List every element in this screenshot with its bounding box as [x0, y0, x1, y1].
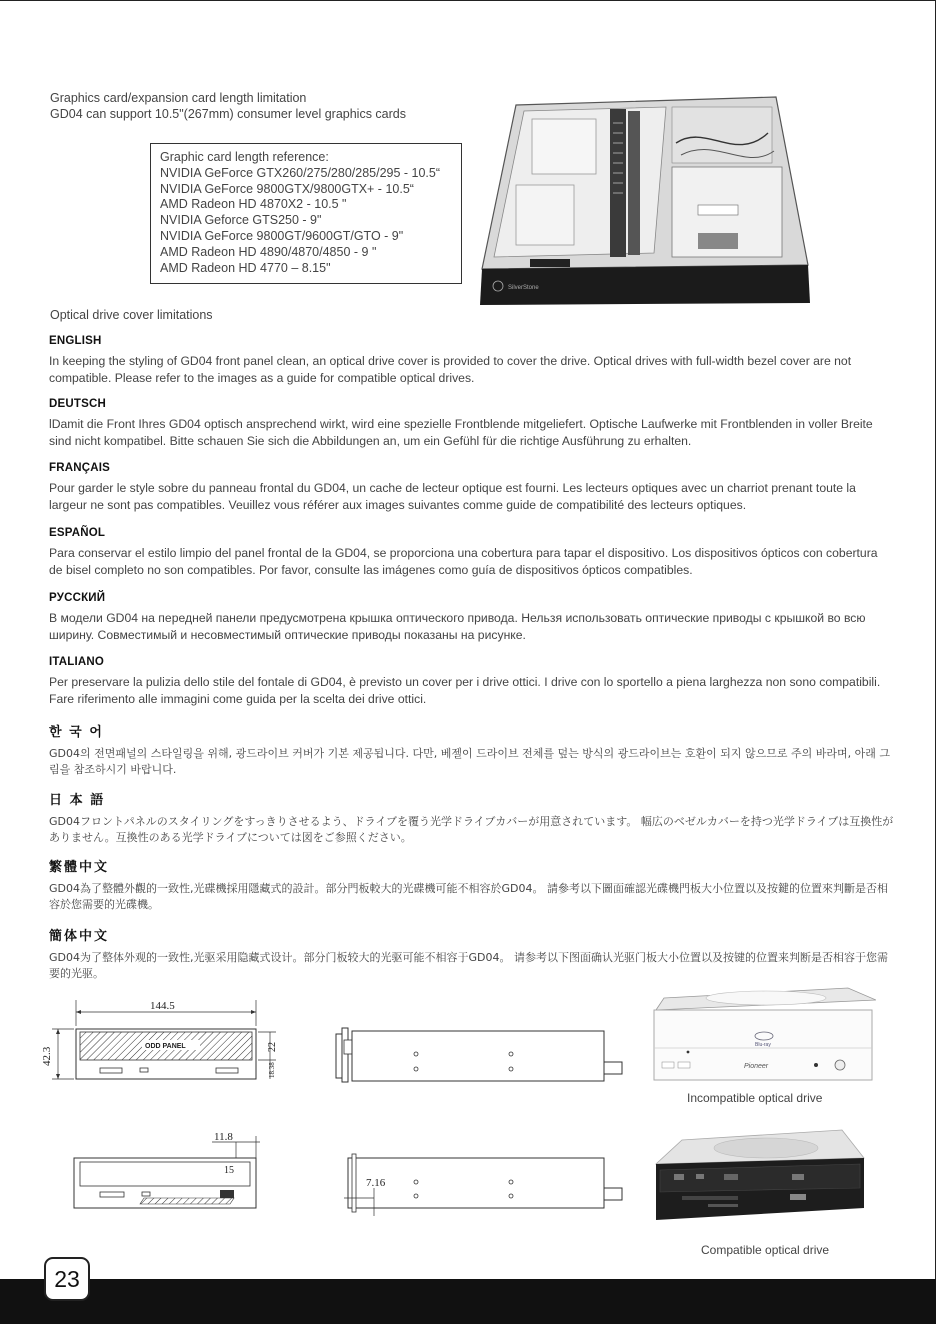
section-heading: ITALIANO: [49, 656, 105, 668]
dim-offset-label: 11.8: [214, 1131, 233, 1143]
section-deutsch: [49, 398, 894, 449]
dim-depth-label: 7.16: [366, 1177, 386, 1189]
reference-item: NVIDIA GeForce 9800GTX/9800GTX+ - 10.5“: [160, 181, 414, 196]
section-text: GD04為了整體外觀的一致性,光碟機採用隱藏式的設計。部分門板較大的光碟機可能不相容於GD04。 請參考以下圖面確認光碟機門板大小位置以及按鍵的位置來判斷是否相容於您需要的光碟機。: [49, 882, 888, 911]
dim-bottom-label: 18.38: [268, 1062, 276, 1078]
section-heading: DEUTSCH: [49, 398, 106, 410]
odd-panel-label: ODD PANEL: [145, 1043, 186, 1050]
section-heading: 簡体中文: [49, 928, 110, 943]
side-view-drawing-incompatible: [334, 1024, 626, 1086]
case-interior-photo: [476, 93, 810, 311]
incompatible-drive-photo: [648, 986, 876, 1082]
reference-item: NVIDIA Geforce GTS250 - 9": [160, 213, 322, 228]
section-text: Pour garder le style sobre du panneau frontal du GD04, un cache de lecteur optique est fourni. Les lecteurs optiques avec un charriot prenant toute la largeur ne sont pas compatibles. Veuillez vous référer aux images suivantes comme guide de compatibilité des lecteurs optiques.: [49, 481, 856, 512]
reference-item: NVIDIA GeForce GTX260/275/280/285/295 - 10.5“: [160, 165, 441, 180]
side-view-drawing-compatible: [334, 1150, 626, 1218]
compatible-caption: Compatible optical drive: [701, 1243, 830, 1257]
reference-item: AMD Radeon HD 4890/4870/4850 - 9 ": [160, 244, 377, 259]
section-heading: ESPAÑOL: [49, 527, 106, 539]
dim-height-label: 42.3: [41, 1046, 53, 1066]
section-text: GD04为了整体外观的一致性,光驱采用隐藏式设计。部分门板较大的光驱可能不相容于GD04。 请参考以下图面确认光驱门板大小位置以及按键的位置来判断是否相容于您需要的光驱。: [49, 951, 888, 980]
section-text: Per preservare la pulizia dello stile del fontale di GD04, è previsto un cover per i drive ottici. I drive con lo sportello a piena larghezza non sono compatibili. Fare riferimento alle immagini come guida per la scelta dei drive ottici.: [49, 675, 881, 706]
reference-item: AMD Radeon HD 4770 – 8.15": [160, 260, 331, 275]
intro-line-2: GD04 can support 10.5"(267mm) consumer level graphics cards: [50, 107, 406, 121]
front-view-dimension-drawing: [30, 996, 290, 1092]
section-heading: FRANÇAIS: [49, 462, 111, 474]
section-text: lDamit die Front Ihres GD04 optisch ansprechend wirkt, wird eine spezielle Frontblende mitgeliefert. Optische Laufwerke mit Frontblenden in voller Breite sind nicht kompatibel. Bitte schauen Sie sich die Abbildungen an, um ein Gefühl für die richtige Ausführung zu erhalten.: [49, 417, 873, 448]
dim-width-label: 144.5: [150, 1000, 175, 1012]
section-text: В модели GD04 на передней панели предусмотрена крышка оптического привода. Нельзя использовать оптические приводы с крышкой во всю ширину. Совместимый и несовместимый оптические приводы показаны на рисунке.: [49, 611, 866, 642]
section-text: Para conservar el estilo limpio del panel frontal de la GD04, se proporciona una cobertura para tapar el dispositivo. Los dispositivos ópticos con cobertura de bisel completo no son compatibles. Por favor, consulte las imágenes como guía de dispositivos ópticos compatibles.: [49, 546, 878, 577]
section-espanol: [49, 527, 894, 578]
page-number: 23: [44, 1257, 90, 1301]
graphics-card-reference-box: [150, 143, 462, 284]
intro-text: [50, 90, 406, 122]
pioneer-logo: Pioneer: [744, 1063, 769, 1070]
incompatible-caption: Incompatible optical drive: [687, 1091, 823, 1105]
section-simplified-chinese: [49, 925, 894, 982]
dim-small-label: 15: [224, 1165, 234, 1176]
section-russian: [49, 592, 894, 643]
section-heading: РУССКИЙ: [49, 592, 106, 604]
section-text: GD04의 전면패널의 스타일링을 위해, 광드라이브 커버가 기본 제공됩니다. 다만, 베젤이 드라이브 전체를 덮는 방식의 광드라이브는 호환이 되지 않으므로 주의 바라며, 아래 그림을 참조하시기 바랍니다.: [49, 747, 890, 776]
section-korean: [49, 721, 894, 778]
section-text: In keeping the styling of GD04 front panel clean, an optical drive cover is provided to cover the drive. Optical drives with full-width bezel cover are not compatible. Please refer to the images as a guide for compatible optical drives.: [49, 354, 852, 385]
section-heading: ENGLISH: [49, 335, 102, 347]
reference-item: AMD Radeon HD 4870X2 - 10.5 ": [160, 197, 347, 212]
compatible-drive-photo: [652, 1128, 868, 1224]
optical-drive-title: Optical drive cover limitations: [50, 308, 213, 322]
section-heading: 日 本 語: [49, 792, 106, 807]
section-heading: 한 국 어: [49, 724, 104, 739]
section-english: [49, 335, 894, 386]
section-heading: 繁體中文: [49, 859, 110, 874]
front-view-offset-drawing: [70, 1126, 270, 1216]
dim-panel-height-label: 22: [267, 1042, 278, 1052]
footer-bar: [0, 1279, 936, 1324]
section-japanese: [49, 789, 894, 846]
bluray-logo: Blu-ray: [755, 1042, 771, 1048]
reference-item: NVIDIA GeForce 9800GT/9600GT/GTO - 9": [160, 228, 404, 243]
section-italiano: [49, 656, 894, 707]
case-brand-label: SilverStone: [508, 285, 539, 291]
section-traditional-chinese: [49, 856, 894, 913]
page-frame-top: [0, 0, 936, 1]
section-francais: [49, 462, 894, 513]
intro-line-1: Graphics card/expansion card length limitation: [50, 91, 307, 105]
reference-title: Graphic card length reference:: [160, 150, 329, 164]
section-text: GD04フロントパネルのスタイリングをすっきりさせるよう、ドライブを覆う光学ドライブカバーが用意されています。 幅広のベゼルカバーを持つ光学ドライブは互換性がありません。互換性のある光学ドライブについては図をご参照ください。: [49, 815, 894, 844]
